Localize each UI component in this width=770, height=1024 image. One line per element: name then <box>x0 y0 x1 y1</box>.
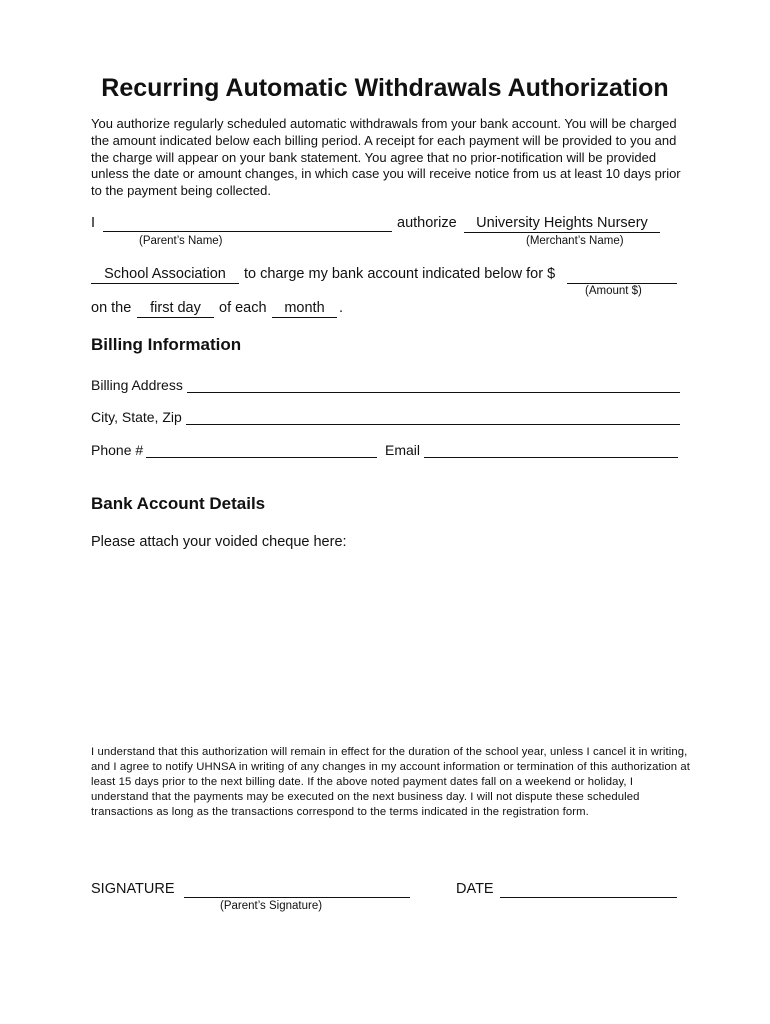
date-field[interactable] <box>500 897 677 898</box>
parent-name-caption: (Parent’s Name) <box>139 235 223 247</box>
signature-caption: (Parent’s Signature) <box>220 900 323 912</box>
of-each-text: of each <box>219 300 267 316</box>
billing-day-field[interactable]: first day <box>137 300 214 318</box>
email-field[interactable] <box>424 457 678 458</box>
city-state-zip-field[interactable] <box>186 424 680 425</box>
billing-heading: Billing Information <box>91 335 242 354</box>
parent-name-field[interactable] <box>103 231 392 232</box>
charge-text: to charge my bank account indicated below for $ <box>244 266 556 282</box>
date-label: DATE <box>456 881 494 897</box>
billing-address-label: Billing Address <box>91 377 183 393</box>
merchant-name-field[interactable]: University Heights Nursery <box>464 215 660 233</box>
email-label: Email <box>385 442 421 458</box>
merchant-name-caption: (Merchant’s Name) <box>526 235 624 247</box>
auth-prefix: I <box>91 215 96 231</box>
association-field[interactable]: School Association <box>91 266 239 284</box>
bank-heading: Bank Account Details <box>91 494 266 513</box>
billing-period-field[interactable]: month <box>272 300 337 318</box>
phone-field[interactable] <box>146 457 377 458</box>
intro-paragraph: You authorize regularly scheduled automatic withdrawals from your bank account. You will be charged the amount indicated below each billing period. A receipt for each payment will be provided to you and the charge will appear on your bank statement. You agree that no prior-notification will be provided unless the date or amount changes, in which case you will receive notice from us at least 10 days prior to the payment being collected. <box>91 116 681 199</box>
document-title: Recurring Automatic Withdrawals Authorization <box>101 74 669 102</box>
signature-label: SIGNATURE <box>91 881 175 897</box>
city-state-zip-label: City, State, Zip <box>91 409 182 425</box>
billing-address-field[interactable] <box>187 392 680 393</box>
cheque-instruction: Please attach your voided cheque here: <box>91 534 347 550</box>
authorize-text: authorize <box>397 215 457 231</box>
amount-field[interactable] <box>567 283 677 284</box>
period-end-text: . <box>339 300 344 316</box>
cheque-attach-area <box>91 560 681 730</box>
amount-caption: (Amount $) <box>585 285 642 297</box>
legal-paragraph: I understand that this authorization will remain in effect for the duration of the school year, unless I cancel it in writing, and I agree to notify UHNSA in writing of any changes in my account information or termination of this authorization at least 15 days prior to the next billing date. If the above noted payment dates fall on a weekend or holiday, I understand that the payments may be executed on the next business day. I will not dispute these scheduled transactions as long as the transactions correspond to the terms indicated in the registration form. <box>91 746 691 818</box>
on-the-text: on the <box>91 300 132 316</box>
signature-field[interactable] <box>184 897 410 898</box>
phone-label: Phone # <box>91 442 144 458</box>
